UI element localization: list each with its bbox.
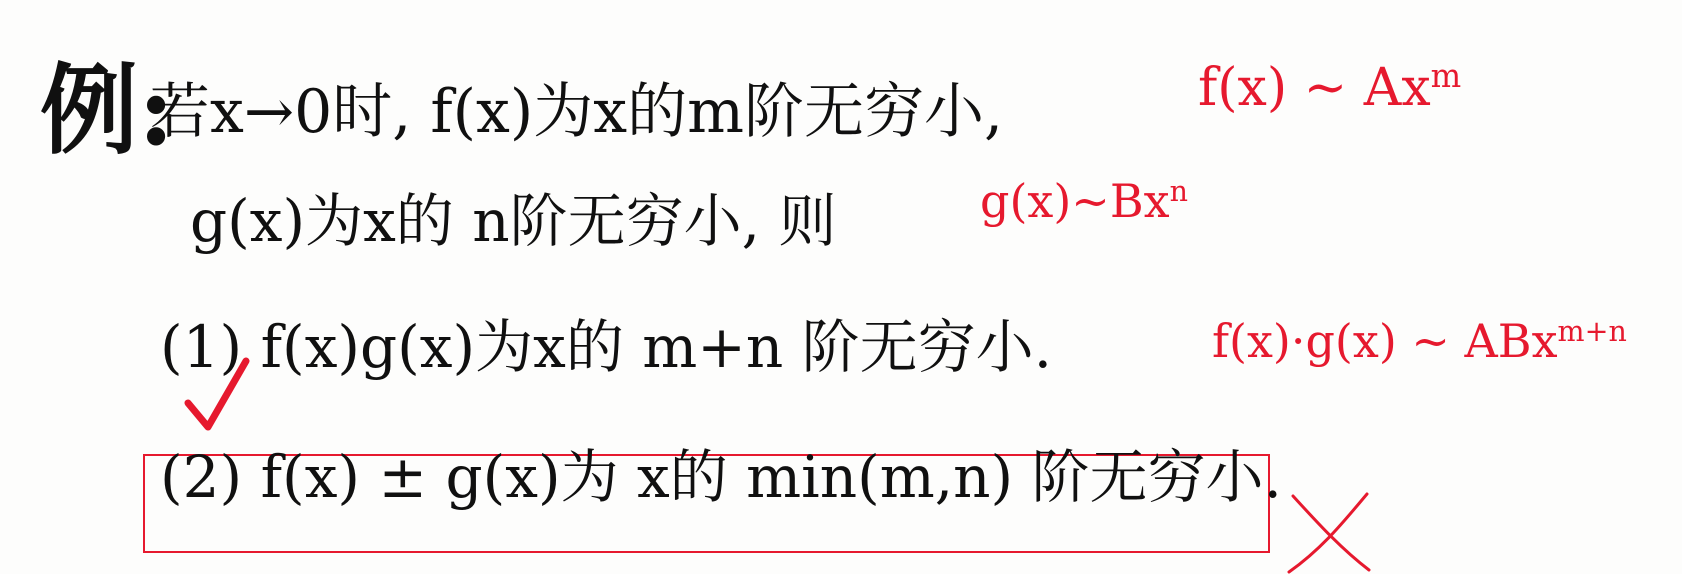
claim-2: (2) f(x) ± g(x)为 x的 min(m,n) 阶无穷小. [160,443,1282,511]
claim-1: (1) f(x)g(x)为x的 m+n 阶无穷小. [160,313,1053,381]
annotation-f-equivalent [1198,57,1462,118]
check-mark-icon [182,355,252,435]
statement-line-2: g(x)为x的 n阶无穷小, 则 [190,187,837,255]
cross-mark-icon [1285,490,1375,574]
annotation-g-exponent: n [1169,175,1188,209]
annotation-f-exponent: m [1430,57,1462,96]
annotation-g-base: g(x)~Bx [980,174,1170,228]
annotation-product-base: f(x)·g(x) ~ ABx [1212,314,1558,368]
annotation-product-exponent: m+n [1557,315,1627,349]
annotation-f-base: f(x) ~ Ax [1198,58,1431,118]
example-prefix: 例: [40,53,175,168]
annotation-g-equivalent [980,174,1188,228]
statement-line-1: 若x→0时, f(x)为x的m阶无穷小, [150,77,1004,147]
annotation-product-equivalent [1212,314,1627,368]
